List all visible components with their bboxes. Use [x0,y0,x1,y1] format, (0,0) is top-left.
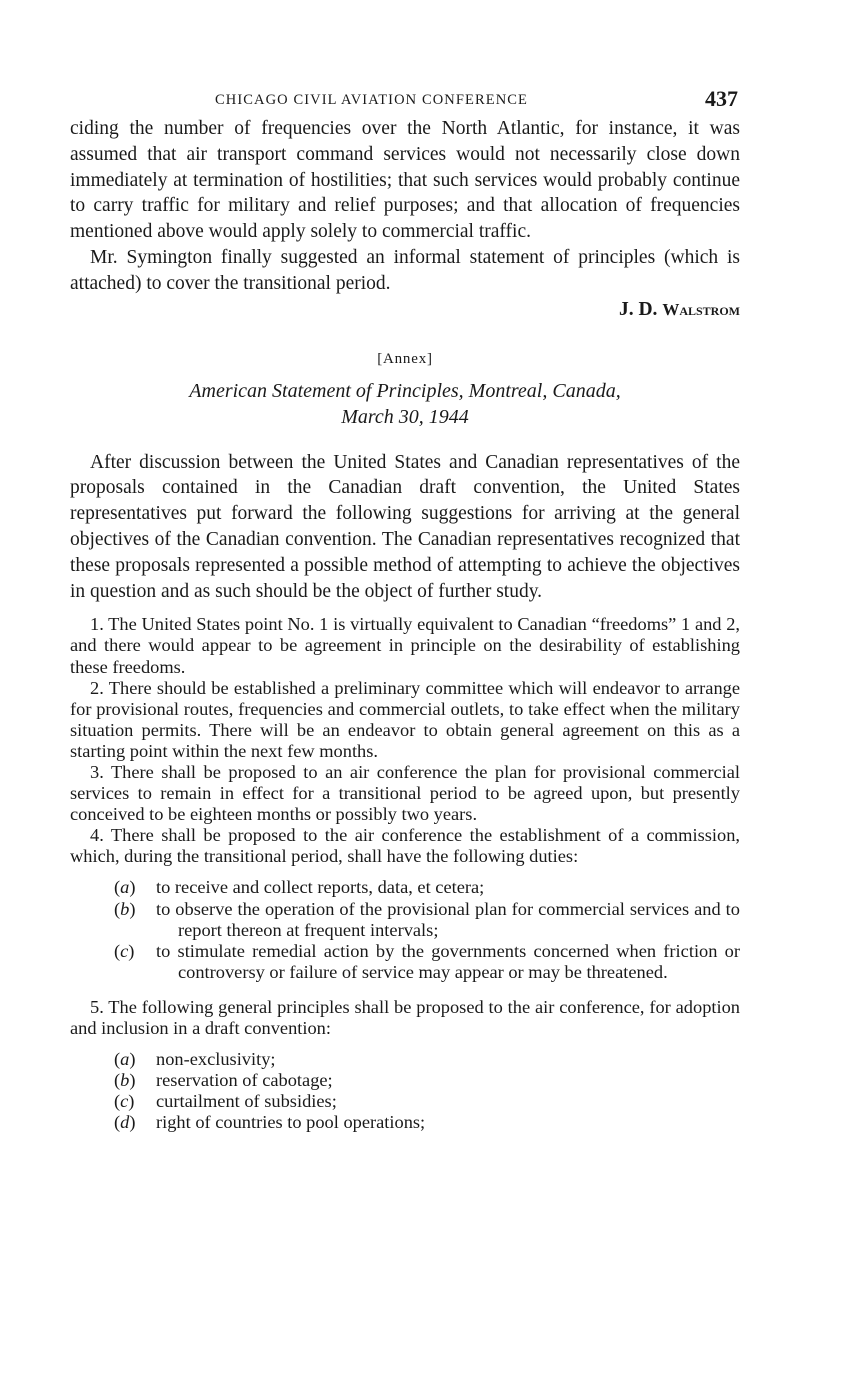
duty-text: to stimulate remedial action by the governments concerned when friction or controversy or failure of service may appear or may be threatened. [156,940,740,982]
annex-title-line1: American Statement of Principles, Montreal, Canada, [189,379,621,402]
numbered-item-5: 5. The following general principles shall be proposed to the air conference, for adoption and inclusion in a draft convention: [70,996,740,1039]
principle-letter: d [120,1112,130,1133]
principle-text: curtailment of subsidies; [156,1091,337,1112]
signature-initials: J. D. [618,298,658,320]
continuation-paragraph: ciding the number of frequencies over the North Atlantic, for instance, it was assumed that air transport command services would not necessarily close down immediately at termination of hostilities; that such services would probably continue to carry traffic for military and relief purposes; and that allocation of frequencies mentioned above would apply solely to commercial traffic. [70,118,740,243]
document-page [70,86,740,1134]
list-item: (a) to receive and collect reports, data, et cetera; [114,877,740,898]
numbered-item-4: 4. There shall be proposed to the air conference the establishment of a commission, which, during the transitional period, shall have the following duties: [70,825,740,867]
running-title: CHICAGO CIVIL AVIATION CONFERENCE [215,92,529,108]
principle-text: reservation of cabotage; [156,1070,333,1091]
signature-surname: Walstrom [662,299,740,319]
principle-letter: c [120,1091,129,1112]
numbered-item-2: 2. There should be established a preliminary committee which will endeavor to arrange for provisional routes, frequencies and commercial outlets, to take effect when the military situation permits. There will be an endeavor to obtain general agreement on this as a starting point within the next few months. [70,677,740,761]
duty-text: to receive and collect reports, data, et cetera; [156,877,485,898]
list-item: (b) reservation of cabotage; [114,1070,740,1091]
list-item: (b) to observe the operation of the provisional plan for commercial services and to report thereon at frequent intervals; [114,898,740,940]
principle-letter: a [120,1049,130,1070]
annex-title [70,378,740,430]
signature [70,297,740,323]
duty-letter: b [120,898,130,919]
annex-label: [Annex] [377,350,433,367]
list-item: (c) curtailment of subsidies; [114,1091,740,1112]
list-item: (a) non-exclusivity; [114,1049,740,1070]
running-header [70,86,740,116]
duties-list [70,877,740,982]
list-item: (d) right of countries to pool operations; [114,1112,740,1133]
page-number: 437 [705,86,738,111]
principle-text: non-exclusivity; [156,1049,276,1070]
duty-text: to observe the operation of the provisional plan for commercial services and to report thereon at frequent intervals; [156,898,740,940]
numbered-item-1: 1. The United States point No. 1 is virtually equivalent to Canadian “freedoms” 1 and 2, and there would appear to be agreement in principle on the desirability of establishing these freedoms. [70,614,740,677]
duty-letter: c [120,940,129,961]
principles-list [70,1049,740,1133]
annex-title-line2: March 30, 1944 [341,405,469,428]
list-item: (c) to stimulate remedial action by the governments concerned when friction or controversy or failure of service may appear or may be threatened. [114,940,740,982]
numbered-item-3: 3. There shall be proposed to an air conference the plan for provisional commercial services to remain in effect for a transitional period to be agreed upon, but presently conceived to be eighteen months or possibly two years. [70,762,740,825]
intro-paragraph: After discussion between the United States and Canadian representatives of the proposals contained in the Canadian draft convention, the United States representatives put forward the following suggestions for arriving at the general objectives of the Canadian convention. The Canadian representatives recognized that these proposals represented a possible method of attempting to achieve the objectives in question and as such should be the object of further study. [70,451,740,602]
duty-letter: a [120,877,130,898]
symington-paragraph: Mr. Symington finally suggested an informal statement of principles (which is attached) to cover the transitional period. [70,246,740,294]
principle-letter: b [120,1070,130,1091]
principle-text: right of countries to pool operations; [156,1112,426,1133]
